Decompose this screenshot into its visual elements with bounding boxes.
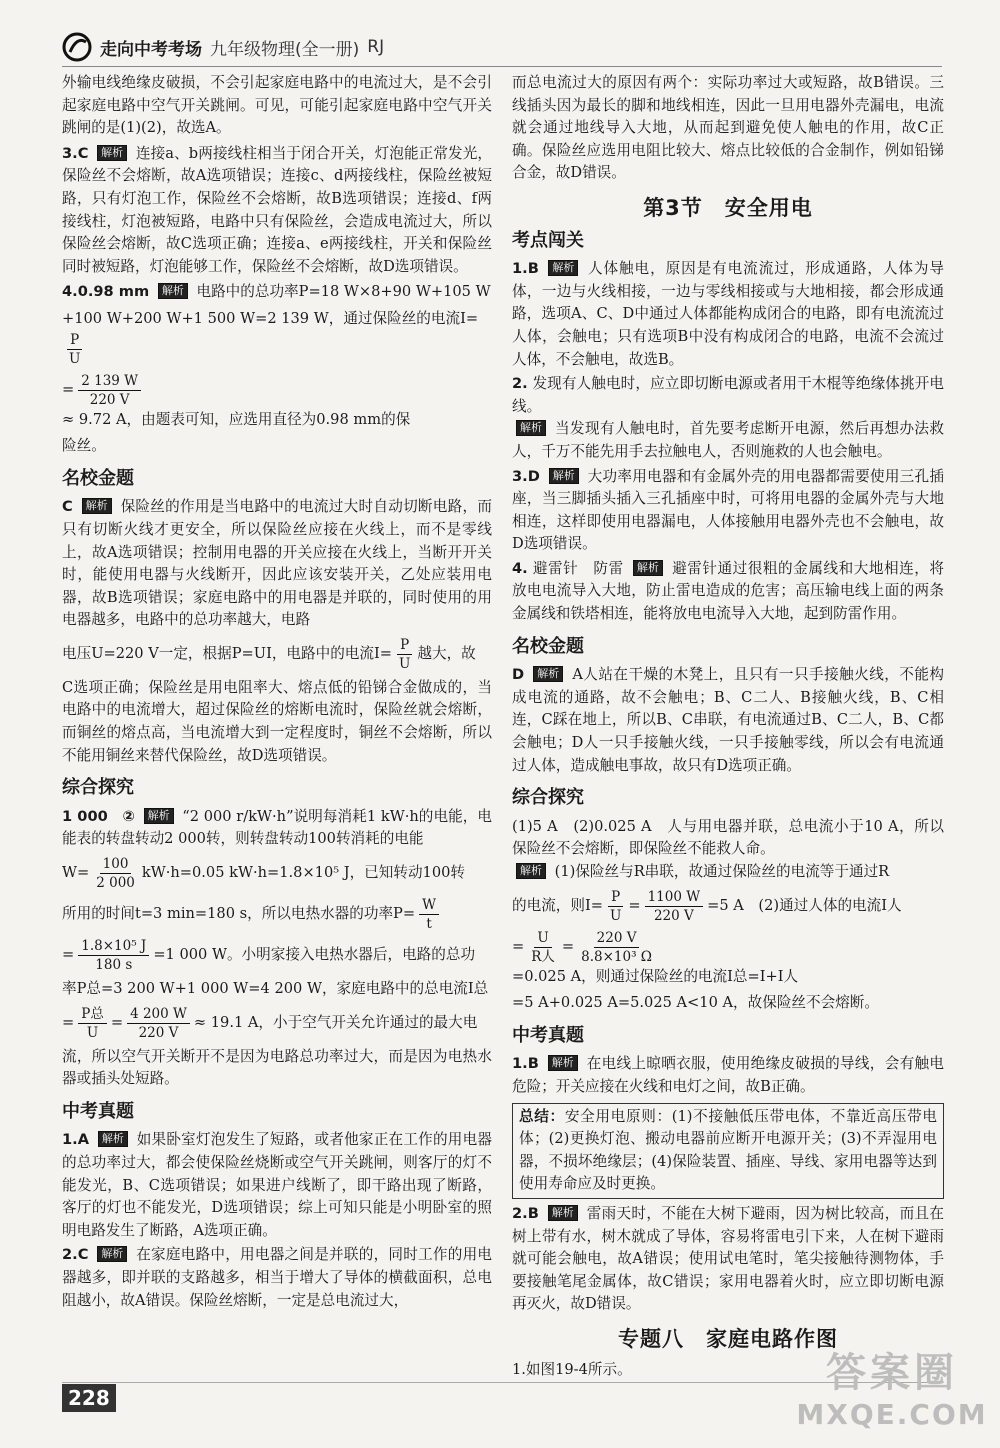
analysis-tag: 解析 xyxy=(548,260,578,276)
formula-text: 越大，故 xyxy=(417,645,476,663)
fraction-denominator: U xyxy=(609,907,622,924)
fraction-numerator: P xyxy=(397,636,412,655)
formula-line xyxy=(62,308,492,368)
formula-text: = xyxy=(561,937,575,955)
fraction-denominator: U xyxy=(398,655,411,672)
answer-text: 电路中的总功率P=18 W×8+90 W+105 W xyxy=(196,283,491,301)
formula-line xyxy=(62,855,492,892)
question-number: 3.D xyxy=(512,467,540,485)
section-title: 名校金题 xyxy=(62,467,134,489)
fraction-numerator: P xyxy=(67,331,82,350)
answer-text: 雷雨天时，不能在大树下避雨，因为树比较高，而且在树上带有水，树木就成了导体，容易将雷电引下来，人在树下避雨就可能会触电，故A错误；使用试电笔时，笔尖接触待测物体，手要接触笔尾金属体，故C错误；家用电器着火时，应立即切断电源再灭火，故D错误。 xyxy=(512,1204,945,1313)
answer-text: 率P总=3 200 W+1 000 W=4 200 W，家庭电路中的总电流I总 xyxy=(62,980,489,998)
answer-text: 流，所以空气开关断开不是因为电路总功率过大，而是因为电热水器或插头处短路。 xyxy=(62,1047,492,1088)
analysis-tag: 解析 xyxy=(144,808,174,824)
answer-item xyxy=(512,1053,944,1098)
fraction-denominator: 2 000 xyxy=(96,875,135,892)
header-edition: RJ xyxy=(367,37,385,57)
answer-text: 当发现有人触电时，首先要考虑断开电源，然后再想办法救人，千万不能先用手去拉触电人，否则施救的人也会触电。 xyxy=(512,420,944,460)
fraction xyxy=(78,372,141,409)
answer-text: 避雷针 防雷 xyxy=(532,559,624,577)
answer-item: 1.如图19-4所示。 xyxy=(512,1360,632,1378)
brand-name: 走向中考考场 xyxy=(100,39,202,60)
fraction-denominator: 8.8×10³ Ω xyxy=(581,948,652,965)
answer-text: (1)5 A (2)0.025 A 人与用电器并联，总电流小于10 A，所以保险丝不会熔断，即保险丝不能救人命。 xyxy=(512,817,944,858)
page-number: 228 xyxy=(62,1384,116,1412)
formula-line xyxy=(62,937,492,974)
formula-text: =1 000 W。小明家接入电热水器后，电路的总功 xyxy=(153,946,476,964)
analysis-tag: 解析 xyxy=(548,1055,578,1071)
formula-text: 的电流，则I= xyxy=(512,896,603,914)
answer-item xyxy=(62,496,492,767)
fraction-denominator: R人 xyxy=(531,948,555,965)
answer-item xyxy=(512,373,944,463)
section-title: 中考真题 xyxy=(62,1100,134,1122)
answer-text: 险丝。 xyxy=(62,437,106,455)
topic-title: 专题八 家庭电路作图 xyxy=(618,1326,838,1351)
summary-text: 安全用电原则：(1)不接触低压带电体，不靠近高压带电体；(2)更换灯泡、搬动电器前应断开电源开关；(3)不弄湿用电器，不损坏绝缘层；(4)保险装置、插座、导线、家用电器等达到使用寿命应及时更换。 xyxy=(519,1107,937,1193)
analysis-tag: 解析 xyxy=(516,420,546,436)
section-title: 名校金题 xyxy=(512,635,584,657)
summary-label: 总结： xyxy=(519,1107,565,1125)
answer-text: 在家庭电路中，用电器之间是并联的，同时工作的用电器越多，即并联的支路越多，相当于增大了导体的横截面积，总电阻越小，故A错误。保险丝熔断，一定是总电流过大， xyxy=(62,1246,493,1309)
answer-item xyxy=(512,816,944,1015)
answer-item xyxy=(512,466,944,556)
answer-text: 避雷针通过很粗的金属线和大地相连，将放电电流导入大地，防止雷电造成的危害；高压输电线上面的两条金属线和铁塔相连，能将放电电流导入大地，起到防雷作用。 xyxy=(512,559,944,623)
answer-item xyxy=(62,281,492,457)
answer-text: A人站在干燥的木凳上，且只有一只手接触火线，不能构成电流的通路，故不会触电；B、C二人、B接触火线，B、C相连，C踩在地上，所以B、C串联，有电流通过B、C二人，B、C都会触电；D人一只手接触火线，一只手接触零线，所以会有电流通过人体，造成触电事故，故只有D选项正确。 xyxy=(512,666,944,774)
fraction xyxy=(528,929,558,966)
formula-line xyxy=(62,1005,492,1042)
answer-item xyxy=(62,1244,492,1312)
paragraph: 而总电流过大的原因有两个：实际功率过大或短路，故B错误。三线插头因为最长的脚和地线相连，因此一旦用电器外壳漏电，电流就会通过地线导入大地，从而起到避免使人触电的作用，故C正确。保险丝应选用电阻比较大、熔点比较低的合金制作，例如铅锑合金，故D错误。 xyxy=(512,74,944,182)
answer-text: 如果卧室灯泡发生了短路，或者他家正在工作的用电器的总功率过大，都会使保险丝烧断或空气开关跳闸，则客厅的灯不能发光，B、C选项错误；如果进户线断了，即干路出现了断路，客厅的灯也不能发光，D选项错误；综上可知只能是小明卧室的照明电路发生了断路，A选项正确。 xyxy=(62,1131,492,1239)
answer-item xyxy=(62,806,492,1091)
fraction xyxy=(607,888,624,925)
answer-text: (1)保险丝与R串联，故通过保险丝的电流等于通过R xyxy=(554,863,890,880)
formula-text: 所用的时间t=3 min=180 s，所以电热水器的功率P= xyxy=(62,905,416,923)
fraction-numerator: W xyxy=(419,896,439,915)
watermark-logo: 答案圈 xyxy=(826,1350,958,1396)
question-number: 2. xyxy=(512,375,528,393)
answer-text: “2 000 r/kW·h”说明每消耗1 kW·h的电能，电能表的转盘转动2 000转，则转盘转动100转消耗的电能 xyxy=(62,807,492,848)
question-number: 1.B xyxy=(512,260,539,278)
fraction-denominator: U xyxy=(86,1024,99,1041)
question-number: 1 000 ② xyxy=(62,807,135,825)
analysis-tag: 解析 xyxy=(82,498,112,514)
analysis-tag: 解析 xyxy=(98,1131,128,1147)
chapter-title: 第3节 安全用电 xyxy=(643,195,813,220)
answer-text: 连接a、b两接线柱相当于闭合开关，灯泡能正常发光，保险丝不会熔断，故A选项错误；连接c、d两接线柱，保险丝被短路，只有灯泡工作，保险丝不会熔断，故B选项错误；连接d、f两接线柱，灯泡被短路，电路中只有保险丝，会造成电流过大，所以保险丝会熔断，故C选项正确；连接a、e两接线柱，开关和保险丝同时被短路，灯泡能够工作，保险丝不会熔断，故D选项错误。 xyxy=(62,144,493,275)
question-number: 4. xyxy=(512,559,528,577)
formula-text: = xyxy=(62,380,75,398)
formula-text: = xyxy=(512,937,525,955)
analysis-tag: 解析 xyxy=(97,145,127,161)
watermark xyxy=(792,1348,992,1443)
fraction-numerator: 1.8×10⁵ J xyxy=(78,937,149,956)
header-subtitle: 九年级物理(全一册) xyxy=(210,39,360,60)
formula-line xyxy=(512,929,944,989)
fraction-numerator: P xyxy=(608,888,623,907)
formula-text: +100 W+200 W+1 500 W=2 139 W，通过保险丝的电流I= xyxy=(62,309,479,327)
fraction xyxy=(645,888,704,925)
formula-text: 电压U=220 V一定，根据P=UI，电路中的电流I= xyxy=(62,645,392,663)
fraction xyxy=(78,1005,107,1042)
left-column xyxy=(62,72,492,1314)
answer-text: =5 A+0.025 A=5.025 A<10 A，故保险丝不会熔断。 xyxy=(512,994,879,1012)
answer-item xyxy=(62,143,492,279)
fraction xyxy=(396,636,413,673)
question-number: 2.B xyxy=(512,1204,539,1222)
right-column xyxy=(512,72,944,1383)
formula-text: = xyxy=(110,1013,124,1031)
answer-item xyxy=(512,258,944,371)
analysis-tag: 解析 xyxy=(633,560,663,576)
formula-text: kW·h=0.05 kW·h=1.8×10⁵ J，已知转动100转 xyxy=(141,864,466,882)
analysis-tag: 解析 xyxy=(158,283,188,299)
analysis-tag: 解析 xyxy=(549,468,579,484)
watermark-url: MXQE.COM xyxy=(796,1398,988,1431)
answer-text: 人体触电，原因是有电流流过，形成通路，人体为导体，一边与火线相接，一边与零线相接或与大地相接，都会形成通路，选项A、C、D中通过人体都能构成闭合的电路，即有电流流过人体，会触电；只有选项B中没有构成闭合的电路，电流不会流过人体，不会触电，故选B。 xyxy=(512,260,945,368)
answer-text: C选项正确；保险丝是用电阻率大、熔点低的铅锑合金做成的，当电路中的电流增大，超过保险丝的熔断电流时，保险丝就会熔断，而铜丝的熔点高，当电流增大到一定程度时，铜丝不会熔断，所以不能用铜丝来替代保险丝，故D选项错误。 xyxy=(62,678,492,764)
formula-line xyxy=(62,636,492,673)
fraction xyxy=(578,929,655,966)
formula-text: ≈ 9.72 A，由题表可知，应选用直径为0.98 mm的保 xyxy=(62,410,411,428)
fraction xyxy=(78,937,149,974)
section-title: 综合探究 xyxy=(62,777,134,799)
answer-text: 保险丝的作用是当电路中的电流过大时自动切断电路，而只有切断火线才更安全，所以保险丝应接在火线上，而不是零线上，故A选项错误；控制用电器的开关应接在火线上，当断开开关时，能使用电器与火线断开，因此应该安装开关，乙处应装用电器，故B选项错误；家庭电路中的用电器是并联的，同时使用的用电器越多，电路中的总功率越大，电路 xyxy=(62,498,492,629)
page-header xyxy=(62,28,384,66)
answer-item xyxy=(62,1129,492,1242)
formula-text: = xyxy=(62,946,75,964)
question-number: 1.B xyxy=(512,1055,539,1073)
answer-text: 大功率用电器和有金属外壳的用电器都需要使用三孔插座，当三脚插头插入三孔插座中时，可将用电器的金属外壳与大地相连，这样即使用电器漏电，人体接触用电器外壳也不会触电，故D选项错误。 xyxy=(512,467,944,553)
fraction-denominator: t xyxy=(426,916,432,933)
question-number: 3.C xyxy=(62,144,89,162)
formula-line xyxy=(62,372,492,432)
formula-text: W= xyxy=(62,864,90,882)
fraction xyxy=(93,855,138,892)
fraction-numerator: 1100 W xyxy=(645,888,704,907)
analysis-tag: 解析 xyxy=(516,863,546,879)
formula-text: = xyxy=(62,1013,75,1031)
fraction xyxy=(127,1005,190,1042)
fraction-numerator: 4 200 W xyxy=(127,1005,190,1024)
question-number: 4.0.98 mm xyxy=(62,283,150,301)
answer-text: 发现有人触电时，应立即切断电源或者用干木棍等绝缘体挑开电线。 xyxy=(512,375,944,415)
fraction xyxy=(66,331,83,368)
analysis-tag: 解析 xyxy=(548,1205,578,1221)
section-title: 考点闯关 xyxy=(512,229,584,251)
paragraph: 外输电线绝缘皮破损，不会引起家庭电路中的电流过大，是不会引起家庭电路中空气开关跳闸。可见，可能引起家庭电路中空气开关跳闸的是(1)(2)，故选A。 xyxy=(62,74,492,137)
header-divider xyxy=(62,66,942,67)
fraction xyxy=(419,896,439,933)
fraction-numerator: 220 V xyxy=(594,929,640,948)
fraction-denominator: 220 V xyxy=(138,1024,179,1041)
question-number: 2.C xyxy=(62,1246,89,1264)
answer-item xyxy=(512,664,944,777)
formula-text: ≈ 19.1 A，小于空气开关允许通过的最大电 xyxy=(193,1013,478,1031)
fraction-denominator: 220 V xyxy=(653,907,694,924)
formula-line xyxy=(512,888,944,925)
question-number: D xyxy=(512,666,525,684)
answer-text: 在电线上晾晒衣服，使用绝缘皮破损的导线，会有触电危险；开关应接在火线和电灯之间，故B正确。 xyxy=(512,1055,945,1095)
formula-text: =0.025 A，则通过保险丝的电流I总=I+I人 xyxy=(512,967,799,985)
fraction-numerator: U xyxy=(534,929,551,948)
formula-line xyxy=(62,896,492,933)
question-number: C xyxy=(62,498,73,516)
fraction-numerator: P总 xyxy=(78,1005,107,1024)
fraction-numerator: 100 xyxy=(100,855,132,874)
section-title: 综合探究 xyxy=(512,787,584,809)
formula-text: =5 A (2)通过人体的电流I人 xyxy=(707,896,902,914)
section-title: 中考真题 xyxy=(512,1024,584,1046)
answer-item xyxy=(512,1203,944,1316)
fraction-denominator: 220 V xyxy=(89,391,130,408)
answer-item xyxy=(512,558,944,626)
fraction-denominator: U xyxy=(69,350,81,367)
analysis-tag: 解析 xyxy=(533,666,563,682)
question-number: 1.A xyxy=(62,1131,89,1149)
brand-logo-icon xyxy=(62,32,92,62)
fraction-numerator: 2 139 W xyxy=(78,372,141,391)
formula-text: = xyxy=(628,896,641,914)
analysis-tag: 解析 xyxy=(97,1246,127,1262)
fraction-denominator: 180 s xyxy=(95,957,133,974)
summary-box xyxy=(512,1103,944,1199)
